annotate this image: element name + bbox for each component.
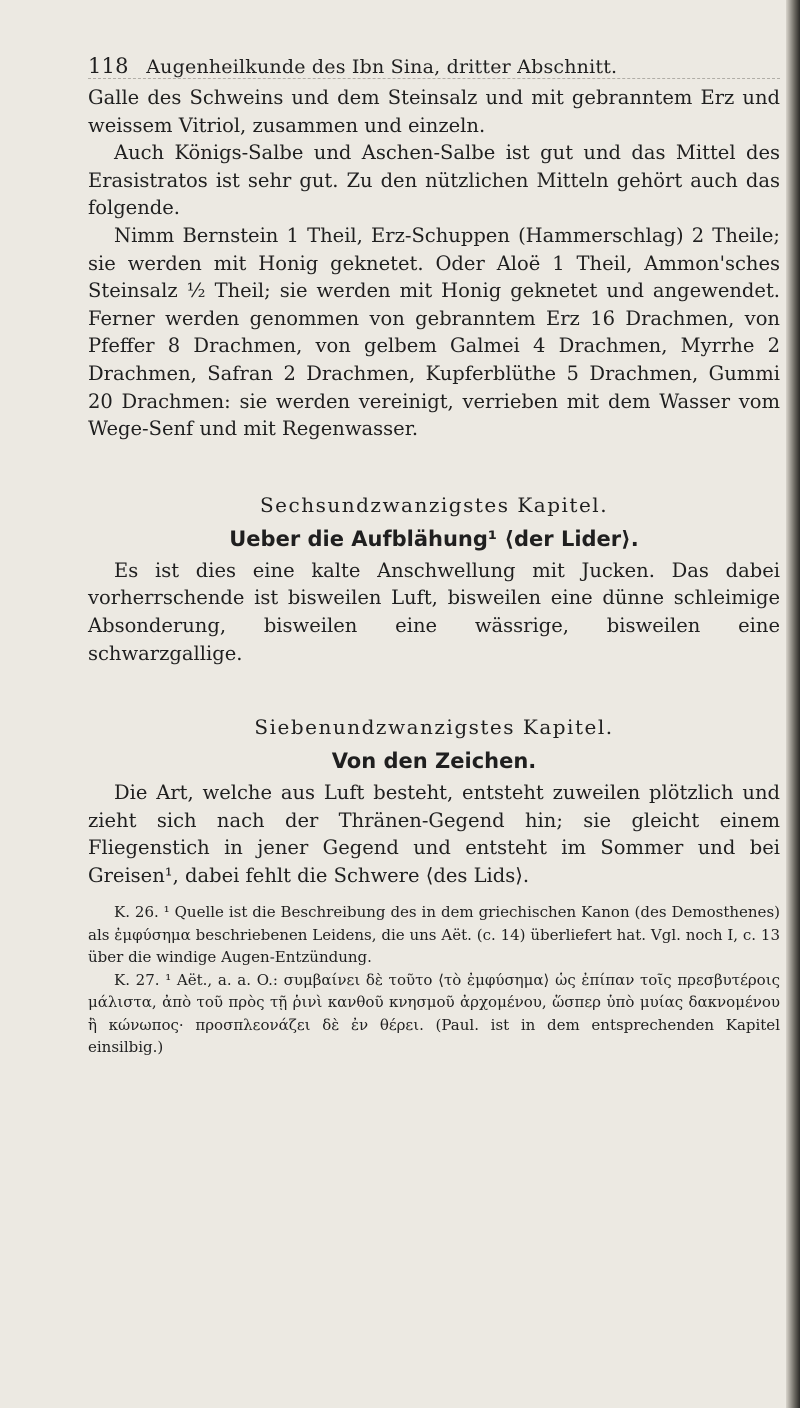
running-title: Augenheilkunde des Ibn Sina, dritter Abschnitt.	[146, 56, 618, 78]
paragraph-salves: Auch Königs-Salbe und Aschen-Salbe ist gut und das Mittel des Erasistratos ist sehr gut. Zu den nützlichen Mitteln gehört auch das folgende.	[88, 141, 780, 220]
footnote-k27: K. 27. ¹ Aët., a. a. O.: συμβαίνει δὲ τοῦτο ⟨τὸ ἐμφύσημα⟩ ὡς ἐπίπαν τοῖς πρεσβυτέροις μάλιστα, ἀπὸ τοῦ πρὸς τῇ ῥινὶ κανθοῦ κνησμοῦ ἀρχομένου, ὥσπερ ὑπὸ μυίας δακνομένου ἢ κώνωπος· προσπλεονάζει δὲ ἐν θέρει. (Paul. ist in dem entsprechenden Kapitel einsilbig.)	[88, 970, 780, 1057]
chapter-26-number: Sechsundzwanzigstes Kapitel.	[259, 492, 609, 517]
chapter-26-title: Ueber die Aufblähung¹ ⟨der Lider⟩.	[229, 526, 639, 551]
chapter-27-number: Siebenundzwanzigstes Kapitel.	[254, 715, 614, 740]
footnote-k26: K. 26. ¹ Quelle ist die Beschreibung des in dem griechischen Kanon (des Demosthenes) als ἐμφύσημα beschriebenen Leidens, die uns Aët. (c. 14) überliefert hat. Vgl. noch I, c. 13 über die windige Augen-Entzündung.	[88, 903, 780, 967]
paragraph-continuation: Galle des Schweins und dem Steinsalz und mit gebranntem Erz und weissem Vitriol, zusammen und einzeln.	[88, 86, 780, 137]
chapter-26-text: Es ist dies eine kalte Anschwellung mit Jucken. Das dabei vorherrschende ist bisweilen Luft, bisweilen eine dünne schleimige Absonderung, bisweilen eine wässrige, bisweilen eine schwarzgallige.	[88, 558, 780, 665]
page-body	[88, 84, 780, 1059]
page-number: 118	[88, 54, 129, 78]
chapter-27-text: Die Art, welche aus Luft besteht, entsteht zuweilen plötzlich und zieht sich nach der Thränen-Gegend hin; sie gleicht einem Fliegenstich in jener Gegend und entsteht im Sommer und bei Greisen¹, dabei fehlt die Schwere ⟨des Lids⟩.	[88, 781, 780, 887]
chapter-27-title: Von den Zeichen.	[331, 749, 537, 774]
page-binding-edge	[786, 0, 800, 1408]
paragraph-recipe: Nimm Bernstein 1 Theil, Erz-Schuppen (Hammerschlag) 2 Theile; sie werden mit Honig geknetet. Oder Aloë 1 Theil, Ammon'sches Steinsalz ½ Theil; sie werden mit Honig geknetet und angewendet. Ferner werden genommen von gebranntem Erz 16 Drachmen, von Pfeffer 8 Drachmen, von gelbem Galmei 4 Drachmen, Myrrhe 2 Drachmen, Safran 2 Drachmen, Kupferblüthe 5 Drachmen, Gummi 20 Drachmen: sie werden vereinigt, verrieben mit dem Wasser vom Wege-Senf und mit Regenwasser.	[88, 223, 780, 441]
running-header	[88, 54, 778, 78]
